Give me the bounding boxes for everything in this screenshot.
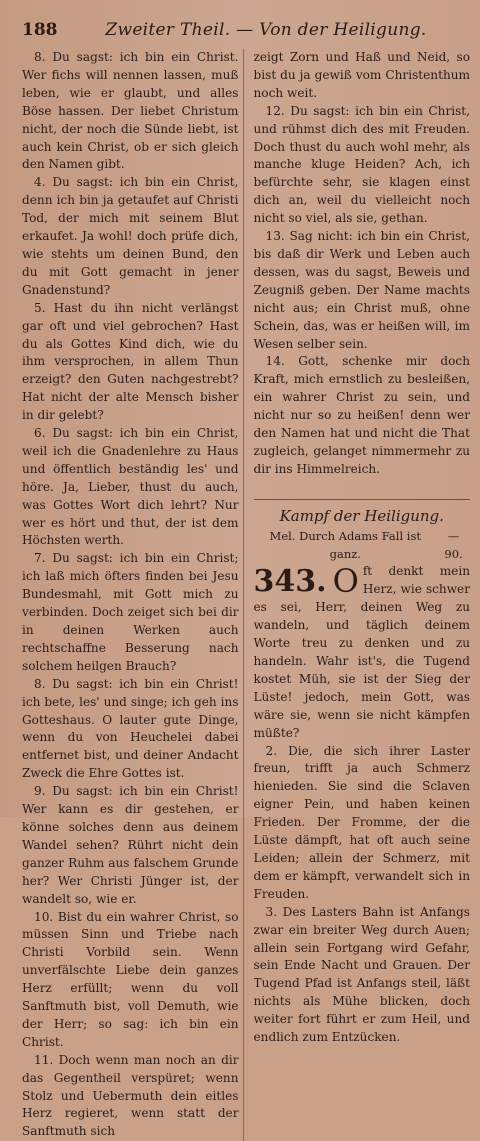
verse-12: 12. Du sagst: ich bin ein Christ, und rühmst dich des mit Freuden. Doch thust du auch wohl mehr, als manche kluge Heiden? Ach, ich befürchte sehr, sie klagen einst dich an, weil du vielleicht noch nicht so viel, als sie, gethan.: [253, 103, 470, 226]
melody-name: Mel. Durch Adams Fall ist ganz.: [269, 528, 421, 561]
verse-6: 6. Du sagst: ich bin ein Christ, weil ich die Gnadenlehre zu Haus und öffentlich beständig les' und höre. Ja, Lieber, thust du auch, was Gottes Wort dich lehrt? Nur wer es hört und thut, der ist dem Höchsten werth.: [22, 426, 239, 548]
verse-7: 7. Du sagst: ich bin ein Christ; ich laß mich öfters finden bei Jesu Bundesmahl, mit Gott mich zu verbinden. Doch zeiget sich bei dir in deinen Werken auch rechtschaffne Besserung nach solchem heilgen Brauch?: [22, 551, 239, 673]
stanza-1-text: ft denkt mein Herz, wie schwer es sei, Herr, deinen Weg zu wandeln, und täglich deinem Worte treu zu denken und zu handeln. Wahr ist's, die Tugend kostet Müh, sie ist der Sieg der Lüste! jedoch, mein Gott, was wäre sie, wenn sie nicht kämpfen müßte?: [253, 564, 470, 740]
right-column: [254, 49, 471, 1141]
verse-10: 10. Bist du ein wahrer Christ, so müssen Sinn und Triebe nach Christi Vorbild sein. Wenn unverfälschte Liebe dein ganzes Herz erfüllt; wenn du voll Sanftmuth bist, voll Demuth, wie der Herr; so sag: ich bin ein Christ.: [22, 909, 239, 1049]
melody-line: [254, 528, 471, 564]
hymn-stanza-2: 2. Die, die sich ihrer Laster freun, trifft ja auch Schmerz hienieden. Sie sind die Sclaven eigner Pein, und haben keinen Frieden. Der Fromme, der die Lüste dämpft, hat oft auch seine Leiden; allein der Schmerz, mit dem er kämpft, verwandelt sich in Freuden.: [253, 743, 470, 901]
left-column: [22, 49, 244, 1141]
verse-14: 14. Gott, schenke mir doch Kraft, mich ernstlich zu besleißen, ein wahrer Christ zu sein, und nicht nur so zu heißen! denn wer den Namen hat und nicht die That zugleich, gelanget nimmermehr zu dir ins Himmelreich.: [253, 354, 470, 476]
verse-11: 11. Doch wenn man noch an dir das Gegentheil verspüret; wenn Stolz und Uebermuth dein eitles Herz regieret, wenn statt der Sanftmuth sich: [22, 1052, 239, 1139]
page-header: [22, 20, 470, 44]
verse-8b: 8. Du sagst: ich bin ein Christ! ich bete, les' und singe; ich geh ins Gotteshaus. O lauter gute Dinge, wenn du von Heuchelei dabei entfernet bist, und deiner Andacht Zweck die Ehre Gottes ist.: [22, 676, 239, 781]
verse-13: 13. Sag nicht: ich bin ein Christ, bis daß dir Werk und Leben auch dessen, was du sagst, Beweis und Zeugniß geben. Der Name machts nicht aus; ein Christ muß, ohne Schein, das, was er heißen will, im Wesen selber sein.: [253, 229, 470, 351]
hymn-title: Kampf der Heiligung.: [254, 499, 471, 526]
running-head: Zweiter Theil. — Von der Heiligung.: [105, 20, 427, 40]
hymn-heading: [254, 499, 471, 564]
verse-9: 9. Du sagst: ich bin ein Christ! Wer kann es dir gestehen, er könne solches denn aus deinem Wandel sehen? Rührt nicht dein ganzer Ruhm aus falschem Grunde her? Wer Christi Jünger ist, der wandelt so, wie er.: [22, 784, 239, 906]
hymn-stanza-3: 3. Des Lasters Bahn ist Anfangs zwar ein breiter Weg durch Auen; allein sein Fortgang wird Gefahr, sein Ende Nacht und Grauen. Der Tugend Pfad ist Anfangs steil, läßt nichts als Mühe blicken, doch weiter fort führt er zum Heil, und endlich zum Entzücken.: [253, 904, 470, 1045]
page-number: 188: [22, 20, 58, 40]
hymn-number: 343.: [253, 564, 327, 600]
verse-5: 5. Hast du ihn nicht verlängst gar oft und viel gebrochen? Hast du als Gottes Kind dich, wie du ihm versprochen, in allem Thun erzeigt? den Guten nachgestrebt? Hat nicht der alte Mensch bisher in dir gelebt?: [22, 300, 239, 423]
verse-11-continued: zeigt Zorn und Haß und Neid, so bist du ja gewiß vom Christenthum noch weit.: [253, 50, 470, 100]
hymn-stanza-1: [254, 563, 471, 742]
drop-cap: O: [332, 563, 359, 601]
text-columns: [22, 49, 470, 1141]
verse-4: 4. Du sagst: ich bin ein Christ, denn ich bin ja getaufet auf Christi Tod, der mich mit seinem Blut erkaufet. Ja wohl! doch prüfe dich, wie stehts um deinen Bund, den du mit Gott gemacht in jener Gnadenstund?: [22, 175, 239, 297]
verse-8: 8. Du sagst: ich bin ein Christ. Wer fichs will nennen lassen, muß leben, wie er glaubt, und alles Böse hassen. Der liebet Christum nicht, der noch die Sünde liebt, ist auch kein Christ, ob er sich gleich den Namen gibt.: [22, 50, 239, 172]
melody-number: — 90.: [444, 528, 463, 561]
